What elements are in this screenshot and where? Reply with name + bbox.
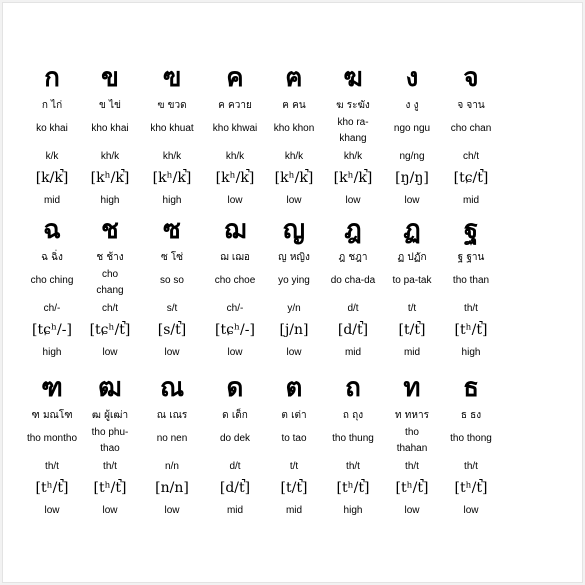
consonant-ipa: [k/k̚] [35,170,69,186]
consonant-transliteration: t/t [289,461,299,472]
consonant-romanization: kho khwai [212,123,258,134]
consonant-letter: ฌ [223,215,247,245]
consonant-romanization: tho phu- thao [91,427,129,454]
consonant-name: ด เด็ก [222,410,248,421]
consonant-ipa: [kʰ/k̚] [152,170,192,186]
consonant-class: low [345,195,361,206]
consonant-transliteration: th/t [346,461,360,472]
consonant-name: ท ทหาร [395,410,429,421]
consonant-class: mid [285,505,303,516]
consonant-romanization: kho khuat [150,123,194,134]
consonant-transliteration: d/t [347,303,359,314]
consonant-romanization: tho than [452,275,490,286]
consonant-romanization: do dek [219,433,251,444]
consonant-ipa: [d/t̚] [219,480,251,496]
consonant-letter: ฒ [98,373,122,403]
consonant-name: ฑ มณโฑ [31,410,73,421]
consonant-romanization: cho choe [214,275,256,286]
consonant-transliteration: kh/k [162,151,182,162]
consonant-name: ฎ ชฎา [338,252,368,263]
consonant-transliteration: ng/ng [399,151,425,162]
consonant-romanization: no nen [156,433,188,444]
consonant-romanization: yo ying [278,275,310,286]
consonant-name: ฅ คน [282,100,306,111]
consonant-ipa: [tɕ/t̚] [453,170,489,186]
consonant-transliteration: kh/k [225,151,245,162]
consonant-transliteration: n/n [165,461,179,472]
consonant-ipa: [tʰ/t̚] [454,322,488,338]
consonant-ipa: [s/t̚] [157,322,187,338]
consonant-romanization: so so [160,275,184,286]
consonant-transliteration: th/t [103,461,117,472]
consonant-romanization: do cha-da [330,275,376,286]
consonant-class: low [286,347,302,358]
consonant-letter: ฏ [403,215,421,245]
consonant-name: ธ ธง [460,410,482,421]
consonant-letter: ญ [282,215,306,245]
consonant-ipa: [tɕʰ/t̚] [89,322,131,338]
consonant-class: low [404,505,420,516]
consonant-ipa: [kʰ/k̚] [215,170,255,186]
consonant-name: ค ควาย [218,100,252,111]
consonant-ipa: [j/n] [279,322,309,338]
consonant-ipa: [n/n] [155,480,189,496]
consonant-name: ถ ถุง [342,410,364,421]
consonant-class: high [42,347,62,358]
consonant-transliteration: ch/t [101,303,119,314]
consonant-letter: ค [226,63,244,93]
consonant-class: high [162,195,182,206]
consonant-ipa: [tʰ/t̚] [454,480,488,496]
consonant-letter: ฅ [285,63,303,93]
consonant-name: ซ โซ่ [160,252,184,263]
consonant-romanization: to tao [281,433,307,444]
consonant-ipa: [tʰ/t̚] [35,480,69,496]
consonant-romanization: cho chan [450,123,492,134]
consonant-class: mid [403,347,421,358]
consonant-letter: ซ [163,215,181,245]
consonant-transliteration: th/t [45,461,59,472]
consonant-name: จ จาน [457,100,485,111]
consonant-name: ต เต่า [281,410,307,421]
consonant-letter: ฉ [43,215,61,245]
consonant-romanization: to pa-tak [392,275,432,286]
consonant-transliteration: s/t [166,303,178,314]
consonant-transliteration: ch/- [226,303,244,314]
consonant-ipa: [t/t̚] [280,480,308,496]
consonant-romanization: tho thung [332,433,374,444]
consonant-ipa: [t/t̚] [398,322,426,338]
consonant-name: ฌ เฌอ [220,252,250,263]
consonant-ipa: [ŋ/ŋ] [395,170,429,186]
consonant-class: low [102,505,118,516]
consonant-class: mid [226,505,244,516]
consonant-romanization: kho khai [91,123,129,134]
consonant-transliteration: ch/- [43,303,61,314]
consonant-ipa: [kʰ/k̚] [333,170,373,186]
consonant-letter: ต [285,373,303,403]
consonant-class: low [463,505,479,516]
consonant-romanization: kho khon [273,123,315,134]
consonant-ipa: [d/t̚] [337,322,369,338]
consonant-class: low [164,505,180,516]
consonant-transliteration: k/k [45,151,59,162]
consonant-romanization: kho ra- khang [337,117,369,144]
consonant-letter: ธ [463,373,479,403]
consonant-letter: ณ [159,373,185,403]
consonant-class: high [100,195,120,206]
consonant-letter: ง [405,63,419,93]
consonant-name: ฉ ฉิ่ง [41,252,63,263]
consonant-class: low [227,347,243,358]
consonant-ipa: [tʰ/t̚] [336,480,370,496]
consonant-class: low [227,195,243,206]
consonant-transliteration: ch/t [462,151,480,162]
consonant-class: high [461,347,481,358]
consonant-name: ญ หญิง [278,252,310,263]
consonant-name: ฆ ระฆัง [336,100,370,111]
consonant-name: ง งู [405,100,419,111]
consonant-name: ฒ ผู้เฒ่า [91,410,129,421]
consonant-transliteration: th/t [464,303,478,314]
consonant-letter: ถ [345,373,361,403]
consonant-transliteration: kh/k [100,151,120,162]
consonant-romanization: cho ching [30,275,74,286]
consonant-class: low [286,195,302,206]
consonant-letter: ช [101,215,119,245]
consonant-class: mid [43,195,61,206]
consonant-name: ก ไก่ [41,100,63,111]
consonant-romanization: ko khai [36,123,68,134]
consonant-letter: ด [226,373,244,403]
consonant-class: low [164,347,180,358]
consonant-letter: ฃ [162,63,182,93]
consonant-class: mid [462,195,480,206]
consonant-class: mid [344,347,362,358]
consonant-romanization: tho montho [26,433,78,444]
consonant-name: ฏ ปฏัก [397,252,427,263]
consonant-transliteration: kh/k [343,151,363,162]
consonant-transliteration: y/n [287,303,301,314]
consonant-transliteration: d/t [229,461,241,472]
consonant-ipa: [tʰ/t̚] [395,480,429,496]
consonant-class: low [102,347,118,358]
consonant-letter: ข [101,63,119,93]
consonant-name: ฃ ขวด [157,100,187,111]
consonant-name: ข ไข่ [99,100,121,111]
consonant-letter: ฑ [41,373,63,403]
consonant-romanization: tho thahan [396,427,428,454]
consonant-class: high [343,505,363,516]
consonant-romanization: tho thong [450,433,492,444]
consonant-letter: จ [463,63,479,93]
consonant-transliteration: kh/k [284,151,304,162]
consonant-letter: ฎ [344,215,362,245]
consonant-ipa: [tɕʰ/-] [215,322,255,338]
consonant-letter: ท [403,373,421,403]
consonant-ipa: [tʰ/t̚] [93,480,127,496]
consonant-romanization: ngo ngu [393,123,431,134]
consonant-class: low [404,195,420,206]
consonant-name: ณ เณร [156,410,188,421]
consonant-ipa: [kʰ/k̚] [274,170,314,186]
consonant-name: ฐ ฐาน [457,252,485,263]
consonant-name: ช ช้าง [96,252,124,263]
consonant-transliteration: t/t [407,303,417,314]
consonant-ipa: [kʰ/k̚] [90,170,130,186]
consonant-romanization: cho chang [96,269,124,296]
consonant-letter: ฐ [463,215,479,245]
consonant-letter: ฆ [343,63,363,93]
consonant-transliteration: th/t [405,461,419,472]
consonant-letter: ก [44,63,60,93]
consonant-chart [2,2,583,583]
consonant-ipa: [tɕʰ/-] [32,322,72,338]
consonant-class: low [44,505,60,516]
consonant-transliteration: th/t [464,461,478,472]
